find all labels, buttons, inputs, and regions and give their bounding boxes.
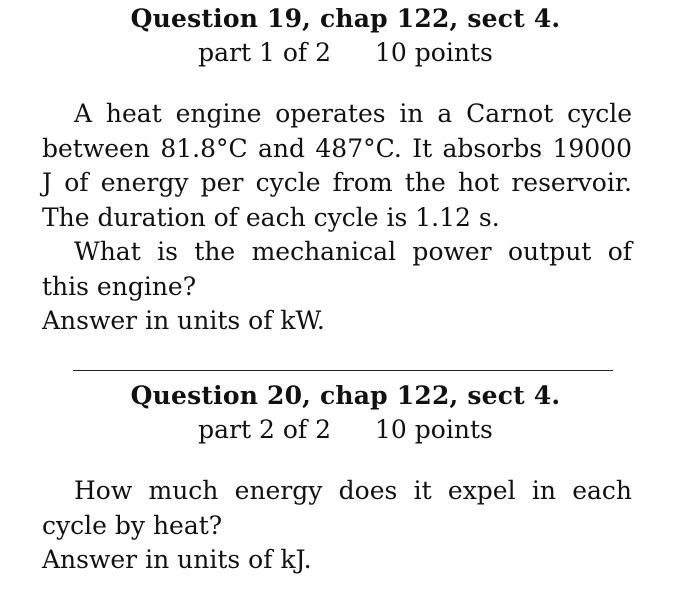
question-20-title: Question 20, chap 122, sect 4. [130, 381, 561, 410]
question-20-answer-units: Answer in units of kJ. [42, 545, 312, 574]
question-19-paragraph-1: A heat engine operates in a Carnot cycle between 81.8°C and 487°C. It absorbs 19000 J of energy per cycle from the hot reservoir. The duration of each cycle is 1.12 s. [42, 99, 632, 232]
question-19-points: 10 points [375, 38, 493, 67]
question-20-subheader [0, 415, 691, 445]
question-20-body [42, 474, 632, 578]
question-20-part: part 2 of 2 [198, 415, 332, 444]
question-20-paragraph-1: How much energy does it expel in each cycle by heat? [42, 476, 632, 540]
question-19-body [42, 97, 632, 339]
question-19-subheader [0, 38, 691, 68]
question-20-header [0, 381, 691, 445]
question-19-paragraph-2: What is the mechanical power output of this engine? [42, 237, 632, 301]
question-19-answer-units: Answer in units of kW. [42, 306, 325, 335]
question-19-header [0, 4, 691, 68]
question-20-points: 10 points [375, 415, 493, 444]
question-19-part: part 1 of 2 [198, 38, 332, 67]
question-19-title: Question 19, chap 122, sect 4. [130, 4, 561, 33]
question-divider [73, 370, 613, 371]
